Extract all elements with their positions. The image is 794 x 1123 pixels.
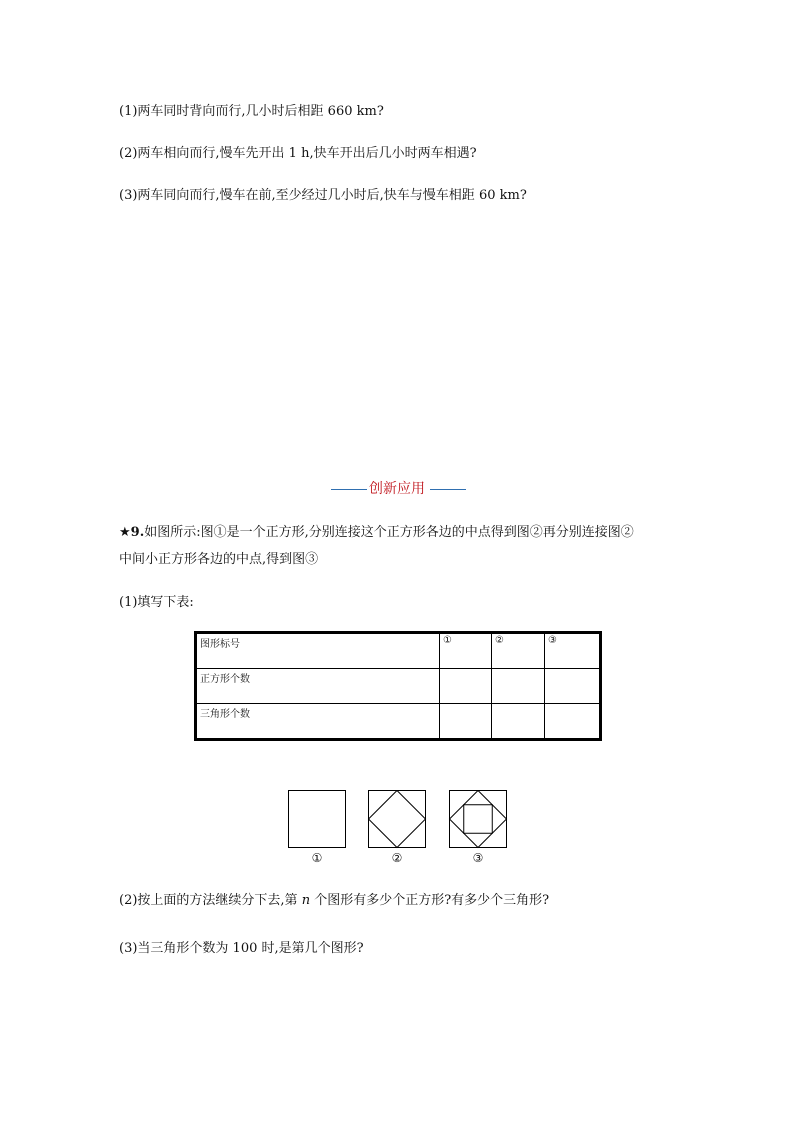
figure-3-square	[450, 791, 507, 848]
table-cell[interactable]	[545, 704, 601, 740]
figure-caption-3: ③	[472, 851, 484, 865]
figure-1-square	[289, 791, 346, 848]
table-row	[196, 704, 601, 740]
problem-9-line-1	[119, 524, 634, 542]
answer-table	[194, 631, 602, 741]
header-figure-2: ②	[492, 633, 545, 669]
table-cell[interactable]	[440, 704, 492, 740]
problem-number: 9.	[130, 525, 145, 540]
question-3: (3)两车同向而行,慢车在前,至少经过几小时后,快车与慢车相距 60 km?	[119, 188, 527, 203]
section-heading	[0, 480, 794, 500]
part-2	[119, 892, 549, 910]
part-1: (1)填写下表:	[119, 595, 194, 610]
table-header-row	[196, 633, 601, 669]
heading-rule-right	[430, 489, 466, 490]
row-label-triangles: 三角形个数	[196, 704, 440, 740]
part-2-before: (2)按上面的方法继续分下去,第	[119, 893, 302, 908]
table-row	[196, 669, 601, 704]
row-label-squares: 正方形个数	[196, 669, 440, 704]
problem-9-text: 如图所示:图①是一个正方形,分别连接这个正方形各边的中点得到图②再分别连接图②	[144, 525, 634, 540]
star-icon: ★	[119, 525, 131, 540]
section-title: 创新应用	[369, 481, 425, 497]
table-cell[interactable]	[440, 669, 492, 704]
question-2: (2)两车相向而行,慢车先开出 1 h,快车开出后几小时两车相遇?	[119, 146, 477, 161]
table-cell[interactable]	[492, 669, 545, 704]
figure-caption-2: ②	[391, 851, 403, 865]
table-cell[interactable]	[492, 704, 545, 740]
variable-n: n	[301, 893, 311, 908]
part-2-after: 个图形有多少个正方形?有多少个三角形?	[310, 893, 550, 908]
figure-caption-1: ①	[311, 851, 323, 865]
header-label: 图形标号	[196, 633, 440, 669]
figure-2-square	[369, 791, 426, 848]
header-figure-1: ①	[440, 633, 492, 669]
problem-9-line-2: 中间小正方形各边的中点,得到图③	[119, 552, 319, 567]
part-3: (3)当三角形个数为 100 时,是第几个图形?	[119, 941, 364, 956]
header-figure-3: ③	[545, 633, 601, 669]
question-1: (1)两车同时背向而行,几小时后相距 660 km?	[119, 104, 384, 119]
table-cell[interactable]	[545, 669, 601, 704]
